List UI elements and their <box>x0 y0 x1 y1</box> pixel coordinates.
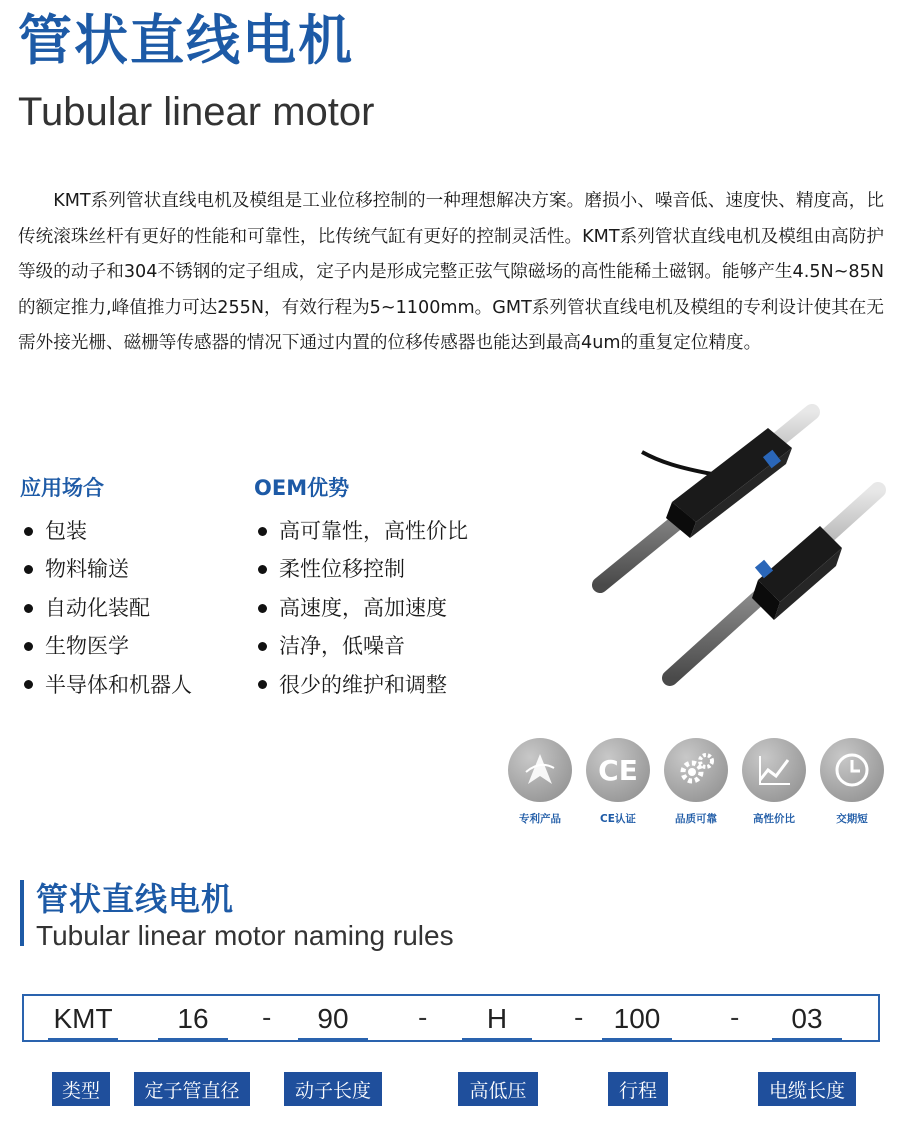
naming-title: 管状直线电机 <box>36 880 235 918</box>
badge-delivery <box>820 738 884 826</box>
list-item: 半导体和机器人 <box>20 666 192 704</box>
bullet-icon <box>24 642 33 651</box>
ce-icon: CE <box>586 738 650 802</box>
list-item: 很少的维护和调整 <box>254 666 468 704</box>
list-item: 高可靠性，高性价比 <box>254 512 468 550</box>
badge-label: CE认证 <box>600 813 636 825</box>
tag-voltage: 高低压 <box>458 1072 538 1106</box>
tag-mover-length: 动子长度 <box>284 1072 382 1106</box>
code-voltage: H <box>452 1003 542 1040</box>
bullet-icon <box>258 604 267 613</box>
intro-paragraph: KMT系列管状直线电机及模组是工业位移控制的一种理想解决方案。磨损小、噪音低、速度快、精度高，比传统滚珠丝杆有更好的性能和可靠性，比传统气缸有更好的控制灵活性。KMT系列管状直线电机及模组由高防护等级的动子和304不锈钢的定子组成，定子内是形成完整正弦气隙磁场的高性能稀土磁钢。能够产生4.5N~85N的额定推力,峰值推力可达255N，有效行程为5~1100mm。GMT系列管状直线电机及模组的专利设计使其在无需外接光栅、磁栅等传感器的情况下通过内置的位移传感器也能达到最高4um的重复定位精度。 <box>18 191 884 354</box>
tag-cable-length: 电缆长度 <box>758 1072 856 1106</box>
list-item: 柔性位移控制 <box>254 550 468 588</box>
list-item: 包装 <box>20 512 192 550</box>
chart-icon <box>742 738 806 802</box>
list-item: 高速度，高加速度 <box>254 589 468 627</box>
section-accent-bar <box>20 880 24 946</box>
applications-list <box>20 472 192 704</box>
patent-icon <box>508 738 572 802</box>
badge-value <box>742 738 806 826</box>
bullet-icon <box>258 680 267 689</box>
applications-heading: 应用场合 <box>20 476 104 500</box>
badge-row <box>508 738 884 826</box>
tag-type: 类型 <box>52 1072 110 1106</box>
code-diameter: 16 <box>148 1003 238 1040</box>
bullet-icon <box>24 565 33 574</box>
badge-label: 交期短 <box>836 813 868 825</box>
list-item: 洁净，低噪音 <box>254 627 468 665</box>
oem-list <box>254 472 468 704</box>
page-subtitle: Tubular linear motor <box>18 90 375 134</box>
code-separator: - <box>262 1003 272 1033</box>
bullet-icon <box>24 680 33 689</box>
bullet-icon <box>258 642 267 651</box>
code-stroke: 100 <box>592 1003 682 1040</box>
code-mover-length: 90 <box>288 1003 378 1040</box>
badge-ce <box>586 738 650 826</box>
code-cable-length: 03 <box>762 1003 852 1040</box>
bullet-icon <box>258 565 267 574</box>
list-item: 自动化装配 <box>20 589 192 627</box>
bullet-icon <box>24 604 33 613</box>
code-separator: - <box>574 1003 584 1033</box>
badge-quality <box>664 738 728 826</box>
naming-subtitle: Tubular linear motor naming rules <box>36 920 454 951</box>
bullet-icon <box>24 527 33 536</box>
page-title: 管状直线电机 <box>18 9 354 72</box>
badge-label: 高性价比 <box>753 813 795 825</box>
bullet-icon <box>258 527 267 536</box>
list-item: 物料输送 <box>20 550 192 588</box>
code-separator: - <box>418 1003 428 1033</box>
oem-heading: OEM优势 <box>254 476 350 500</box>
tag-diameter: 定子管直径 <box>134 1072 250 1106</box>
tag-stroke: 行程 <box>608 1072 668 1106</box>
gears-icon <box>664 738 728 802</box>
badge-label: 专利产品 <box>519 813 561 825</box>
list-item: 生物医学 <box>20 627 192 665</box>
code-separator: - <box>730 1003 740 1033</box>
clock-icon <box>820 738 884 802</box>
badge-label: 品质可靠 <box>675 813 717 825</box>
code-type: KMT <box>38 1003 128 1040</box>
badge-patent <box>508 738 572 826</box>
product-image <box>580 400 890 700</box>
